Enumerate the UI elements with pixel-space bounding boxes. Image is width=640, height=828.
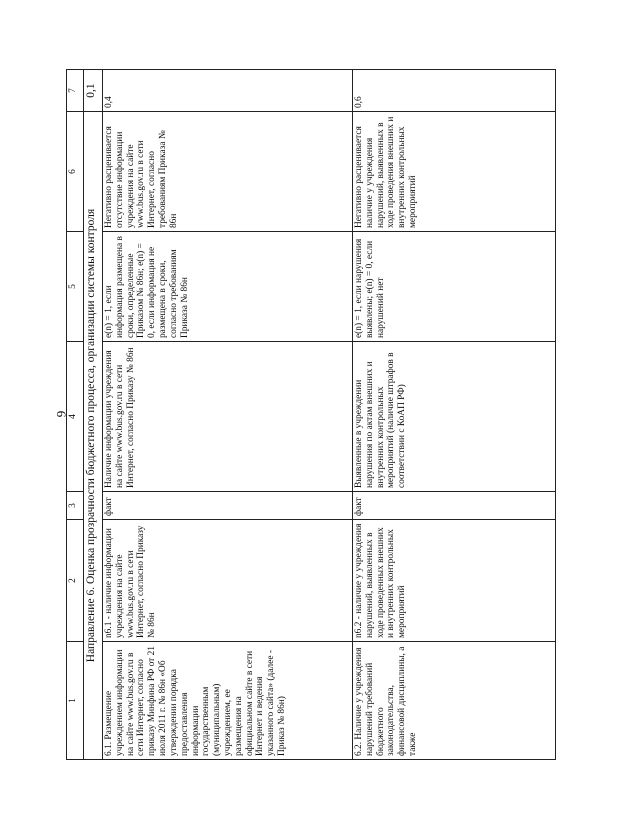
section-row [84,70,103,760]
criteria-table [66,69,556,760]
section-title: Направление 6. Оценка прозрачности бюджетного процесса, организации системы контроля [84,112,103,760]
data-cell: Наличие информации учреждения на сайте www.bus.gov.ru в сети Интернет, согласно Приказу № 86н [103,342,353,492]
page-number: 9 [53,410,69,418]
indicator-cell: 6.2. Наличие у учреждения нарушений требований бюджетного законодательства, финансовой дисциплины, а также [353,642,556,760]
column-header: 2 [67,520,84,642]
table-row [103,70,353,760]
column-header: 3 [67,492,84,520]
data-cell: Выявленные в учреждении нарушения по актам внешних и внутренних контрольных мероприятий (наличие штрафов в соответствии с КоАП РФ) [353,342,556,492]
formula-cell: n6.1 - наличие информации учреждения на сайте www.bus.gov.ru в сети Интернет, согласно Приказу № 86н [103,520,353,642]
column-header: 7 [67,70,84,112]
formula-cell: n6.2 - наличие у учреждения нарушений, выявленных в ходе проведенных внешних и внутренних контрольных мероприятий [353,520,556,642]
comment-cell: Негативно расценивается наличие у учреждения нарушений, выявленных в ходе проведения внешних и внутренних контрольных мероприятий [353,112,556,232]
comment-cell: Негативно расценивается отсутствие информации учреждения на сайте www.bus.gov.ru в сети Интернет, согласно требованиям Приказа № 86н [103,112,353,232]
column-header: 6 [67,112,84,232]
indicator-cell: 6.1. Размещение учреждением информации на сайте www.bus.gov.ru в сети Интернет, согласно приказу Минфина РФ от 21 июля 2011 г. № 86н «Об утверждении порядка предоставления информации государственным (муниципальным) учреждением, ее размещения на официальном сайте в сети Интернет и ведения указанного сайта» (далее - Приказ № 86н) [103,642,353,760]
column-header: 5 [67,232,84,342]
weight-cell: 0,6 [353,70,556,112]
scoring-cell: e(n) = 1, если нарушения выявлены; e(n) = 0, если нарушений нет [353,232,556,342]
table-row [353,70,556,760]
unit-cell: факт [353,492,556,520]
column-header: 4 [67,342,84,492]
rotated-table-sheet [66,70,556,760]
column-header: 1 [67,642,84,760]
unit-cell: факт [103,492,353,520]
section-weight: 0,1 [84,70,103,112]
header-row [67,70,84,760]
scoring-cell: e(n) = 1, если информация размещена в сроки, определенные Приказом № 86н; e(n) = 0, если информация не размещена в сроки, согласно требованиям Приказа № 86н [103,232,353,342]
weight-cell: 0,4 [103,70,353,112]
